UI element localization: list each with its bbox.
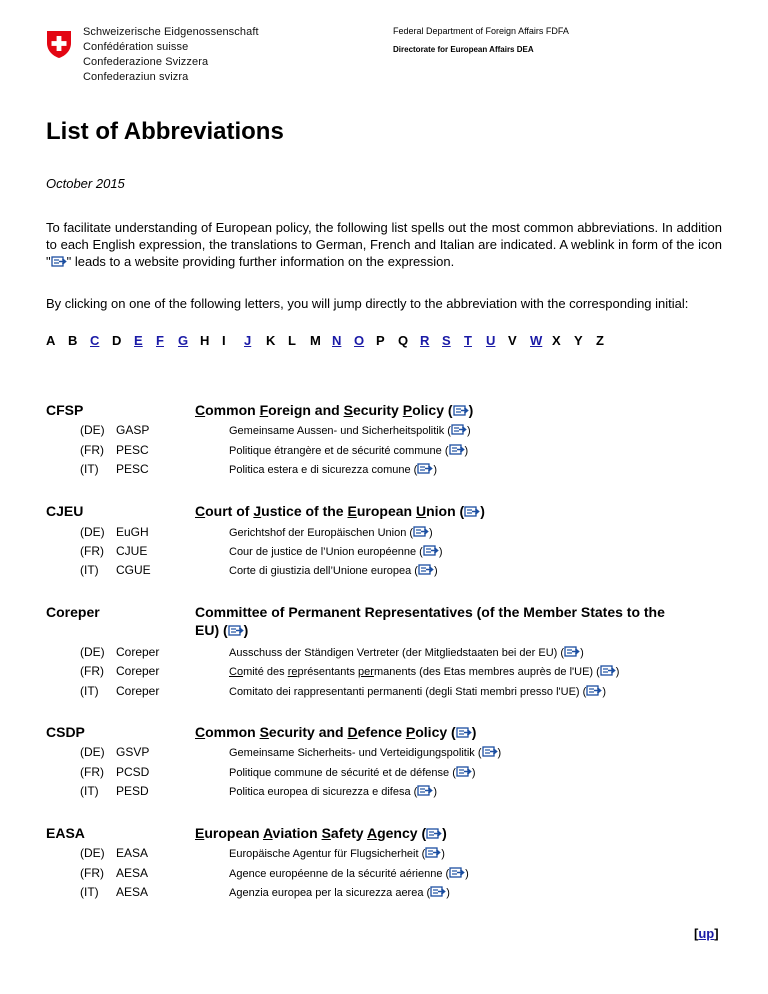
lang-label: (FR)	[80, 866, 104, 880]
intro-paragraph	[46, 219, 722, 270]
letter-a: A	[46, 333, 56, 348]
expansion-text: efence	[357, 724, 406, 740]
letters-instruction: By clicking on one of the following letters, you will jump directly to the abbreviation with the corresponding initial:	[46, 296, 689, 311]
external-link-icon[interactable]	[600, 664, 616, 677]
close-paren: )	[433, 786, 437, 798]
letter-p: P	[376, 333, 385, 348]
letter-d: D	[112, 333, 122, 348]
abbreviation-csdp: CSDP	[46, 724, 85, 740]
close-paren: )	[602, 686, 606, 698]
initial-letter: E	[347, 503, 357, 519]
close-paren: )	[442, 825, 447, 841]
letter-b: B	[68, 333, 78, 348]
translation-text: Ausschuss der Ständigen Vertreter (der Mitgliedstaaten bei der EU) (	[229, 647, 565, 659]
abbreviation-easa: EASA	[46, 825, 85, 841]
letter-link-e[interactable]: E	[134, 333, 143, 348]
external-link-icon[interactable]	[228, 624, 244, 637]
external-link-icon[interactable]	[418, 563, 434, 576]
expansion-coreper[interactable]	[195, 603, 735, 639]
external-link-icon[interactable]	[482, 745, 498, 758]
letter-link-t[interactable]: T	[464, 333, 472, 348]
letter-i: I	[222, 333, 226, 348]
intro-text-part2: " leads to a website providing further information on the expression.	[66, 254, 455, 269]
initial-letter: S	[321, 825, 331, 841]
external-link-icon[interactable]	[417, 784, 433, 797]
letter-link-g[interactable]: G	[178, 333, 189, 348]
lang-label: (FR)	[80, 443, 104, 457]
translation-abbr: GSVP	[116, 745, 150, 759]
initial-letters: re	[287, 666, 298, 678]
letter-link-u[interactable]: U	[486, 333, 496, 348]
abbreviation-cfsp: CFSP	[46, 402, 84, 418]
translation-it[interactable]	[229, 462, 437, 476]
translation-de[interactable]	[229, 745, 501, 759]
lang-label: (FR)	[80, 765, 104, 779]
gov-name-it: Confederazione Svizzera	[83, 56, 209, 68]
swiss-coat-of-arms-logo	[44, 29, 74, 59]
initial-letter: C	[195, 402, 206, 418]
translation-fr[interactable]	[229, 866, 469, 880]
close-paren: )	[243, 622, 249, 638]
translation-abbr: Coreper	[116, 645, 160, 659]
letter-item	[90, 333, 112, 348]
translation-code-de	[80, 645, 159, 659]
close-paren: )	[468, 402, 474, 418]
gov-name-rm: Confederaziun svizra	[83, 71, 189, 83]
translation-fr[interactable]	[229, 765, 476, 779]
translation-code-it	[80, 563, 151, 577]
translation-text: Agenzia europea per la sicurezza aerea (	[229, 887, 431, 899]
external-link-icon[interactable]	[564, 645, 580, 658]
expansion-text: ecurity	[352, 402, 403, 418]
directorate-name: Directorate for European Affairs DEA	[393, 45, 534, 54]
translation-code-de	[80, 423, 149, 437]
translation-text: Cour de justice de l’Union européenne (	[229, 546, 423, 558]
translation-abbr: CGUE	[116, 563, 151, 577]
lang-label: (DE)	[80, 645, 105, 659]
translation-fr[interactable]	[229, 544, 443, 558]
letter-z: Z	[596, 333, 604, 348]
translation-code-fr	[80, 443, 149, 457]
translation-text: Politica europea di sicurezza e difesa (	[229, 786, 418, 798]
external-link-icon[interactable]	[453, 404, 469, 417]
external-link-icon[interactable]	[430, 885, 446, 898]
close-paren: )	[471, 767, 476, 779]
letter-item	[486, 333, 508, 348]
gov-name-fr: Confédération suisse	[83, 41, 189, 53]
external-link-icon	[51, 255, 67, 268]
initial-letter: D	[347, 724, 358, 740]
lang-label: (DE)	[80, 525, 105, 539]
close-paren: )	[580, 647, 584, 659]
department-name: Federal Department of Foreign Affairs FDFA	[393, 26, 569, 36]
close-paren: )	[464, 445, 469, 457]
expansion-easa[interactable]	[195, 824, 735, 842]
translation-it[interactable]	[229, 563, 438, 577]
translation-text: Politique commune de sécurité et de défense (	[229, 767, 456, 779]
lang-label: (FR)	[80, 664, 104, 678]
translation-text: Gerichtshof der Europäischen Union (	[229, 527, 414, 539]
expansion-text: ustice of the	[261, 503, 348, 519]
translation-code-de	[80, 846, 148, 860]
translation-abbr: CJUE	[116, 544, 148, 558]
external-link-icon[interactable]	[464, 505, 480, 518]
close-paren: )	[497, 747, 502, 759]
translation-de[interactable]	[229, 525, 433, 539]
initial-letter: A	[366, 825, 378, 841]
external-link-icon[interactable]	[449, 866, 465, 879]
letter-y: Y	[574, 333, 583, 348]
lang-label: (DE)	[80, 846, 105, 860]
up-link[interactable]: up	[698, 926, 715, 941]
expansion-line2: EU) (	[195, 622, 228, 638]
initial-letters: per	[358, 666, 374, 678]
expansion-text: olicy (	[415, 724, 456, 740]
lang-label: (FR)	[80, 544, 104, 558]
translation-abbr: EuGH	[116, 525, 149, 539]
translation-abbr: Coreper	[116, 664, 160, 678]
letter-item	[530, 333, 552, 348]
expansion-text: oreign and	[268, 402, 344, 418]
letter-item	[178, 333, 200, 348]
initial-letter: C	[195, 724, 206, 740]
expansion-text: uropean	[204, 825, 263, 841]
lang-label: (IT)	[80, 462, 99, 476]
letter-link-c[interactable]: C	[90, 333, 100, 348]
letter-v: V	[508, 333, 517, 348]
lang-label: (DE)	[80, 423, 105, 437]
initial-letter: S	[343, 402, 353, 418]
external-link-icon[interactable]	[413, 525, 429, 538]
expansion-csdp[interactable]	[195, 723, 735, 741]
external-link-icon[interactable]	[417, 462, 433, 475]
close-paren: )	[615, 666, 620, 678]
translation-code-it	[80, 462, 149, 476]
lang-label: (DE)	[80, 745, 105, 759]
expansion-text: gency (	[377, 825, 427, 841]
lang-label: (IT)	[80, 885, 99, 899]
expansion-text: nion (	[426, 503, 465, 519]
letter-item	[464, 333, 486, 348]
translation-it[interactable]	[229, 784, 437, 798]
external-link-icon[interactable]	[449, 443, 465, 456]
translation-de[interactable]	[229, 846, 445, 860]
initial-letter: E	[195, 825, 205, 841]
translation-code-fr	[80, 544, 147, 558]
letter-link-j[interactable]: J	[244, 333, 252, 348]
intro-text-part1: To facilitate understanding of European policy, the following list spells out the most common abbreviations. In addition to each English expression, the translations to German, French and Italian are indicated. A weblink in form of the icon "	[46, 220, 722, 269]
letter-link-o[interactable]: O	[354, 333, 365, 348]
translation-text: manents (des Etas membres auprès de l'UE) (	[373, 666, 600, 678]
expansion-text: ourt of	[205, 503, 254, 519]
abbreviation-coreper: Coreper	[46, 604, 100, 620]
initial-letter: U	[415, 503, 427, 519]
translation-abbr: PESC	[116, 462, 149, 476]
back-to-top	[694, 926, 719, 941]
translation-abbr: PESC	[116, 443, 149, 457]
letter-link-f[interactable]: F	[156, 333, 164, 348]
lang-label: (IT)	[80, 563, 99, 577]
expansion-text: olicy (	[412, 402, 453, 418]
translation-code-de	[80, 525, 149, 539]
government-names	[83, 25, 259, 85]
expansion-text: ommon	[205, 724, 260, 740]
external-link-icon[interactable]	[451, 423, 467, 436]
translation-it[interactable]	[229, 885, 450, 899]
translation-code-fr	[80, 866, 148, 880]
translation-code-it	[80, 784, 149, 798]
close-paren: )	[441, 848, 445, 860]
letter-link-w[interactable]: W	[530, 333, 543, 348]
lang-label: (IT)	[80, 784, 99, 798]
translation-text: Politique étrangère et de sécurité commune (	[229, 445, 449, 457]
external-link-icon[interactable]	[586, 684, 602, 697]
letter-item	[354, 333, 376, 348]
close-paren: )	[433, 464, 437, 476]
letter-item	[134, 333, 156, 348]
translation-abbr: AESA	[116, 866, 149, 880]
initial-letter: J	[253, 503, 262, 519]
letter-k: K	[266, 333, 276, 348]
close-paren: )	[471, 724, 477, 740]
letter-link-r[interactable]: R	[420, 333, 430, 348]
translation-text: mité des	[243, 666, 288, 678]
translation-abbr: GASP	[116, 423, 150, 437]
lang-label: (IT)	[80, 684, 99, 698]
letter-x: X	[552, 333, 561, 348]
external-link-icon[interactable]	[426, 827, 442, 840]
close-paren: )	[466, 425, 471, 437]
initial-letter: F	[259, 402, 269, 418]
translation-text: Europäische Agentur für Flugsicherheit (	[229, 848, 426, 860]
close-paren: )	[429, 527, 433, 539]
initial-letter: C	[195, 503, 206, 519]
translation-text: Gemeinsame Sicherheits- und Verteidigungspolitik (	[229, 747, 482, 759]
expansion-text: uropean	[356, 503, 416, 519]
close-paren: )	[465, 868, 469, 880]
letter-m: M	[310, 333, 321, 348]
letter-link-s[interactable]: S	[442, 333, 451, 348]
letter-q: Q	[398, 333, 409, 348]
external-link-icon[interactable]	[425, 846, 441, 859]
document-date: October 2015	[46, 176, 125, 191]
page-title: List of Abbreviations	[46, 118, 284, 145]
translation-de[interactable]	[229, 645, 584, 659]
letter-link-n[interactable]: N	[332, 333, 342, 348]
expansion-cjeu[interactable]	[195, 502, 735, 520]
translation-fr[interactable]	[229, 664, 619, 678]
gov-name-de: Schweizerische Eidgenossenschaft	[83, 26, 259, 38]
letter-l: L	[288, 333, 296, 348]
initial-letters: Co	[229, 666, 244, 678]
initial-letter: P	[405, 724, 416, 740]
external-link-icon[interactable]	[456, 765, 472, 778]
translation-code-fr	[80, 765, 149, 779]
translation-abbr: EASA	[116, 846, 149, 860]
letter-item	[420, 333, 442, 348]
translation-abbr: PCSD	[116, 765, 150, 779]
translation-text: Corte di giustizia dell’Unione europea (	[229, 565, 418, 577]
external-link-icon[interactable]	[456, 726, 472, 739]
close-paren: )	[433, 565, 438, 577]
translation-abbr: PESD	[116, 784, 149, 798]
translation-text: Politica estera e di sicurezza comune (	[229, 464, 418, 476]
expansion-text: afety	[330, 825, 367, 841]
translation-code-fr	[80, 664, 159, 678]
translation-text: présentants	[297, 666, 359, 678]
letter-item	[332, 333, 354, 348]
translation-fr[interactable]	[229, 443, 468, 457]
initial-letter: A	[262, 825, 273, 841]
translation-code-de	[80, 745, 149, 759]
alphabet-index	[46, 333, 618, 348]
translation-de[interactable]	[229, 423, 471, 437]
translation-abbr: AESA	[116, 885, 149, 899]
letter-item	[244, 333, 266, 348]
expansion-line1: Committee of Permanent Representatives (of the Member States to the	[195, 604, 665, 620]
translation-text: Comitato dei rappresentanti permanenti (degli Stati membri presso l'UE) (	[229, 686, 587, 698]
translation-code-it	[80, 684, 159, 698]
expansion-text: viation	[272, 825, 322, 841]
abbreviation-cjeu: CJEU	[46, 503, 84, 519]
letter-item	[442, 333, 464, 348]
translation-text: Agence européenne de la sécurité aérienne (	[229, 868, 450, 880]
letter-h: H	[200, 333, 210, 348]
up-bracket-close: ]	[714, 926, 719, 941]
translation-code-it	[80, 885, 148, 899]
translation-text: Gemeinsame Aussen- und Sicherheitspolitik (	[229, 425, 451, 437]
up-bracket-open: [	[694, 926, 699, 941]
initial-letter: S	[259, 724, 269, 740]
letter-item	[156, 333, 178, 348]
external-link-icon[interactable]	[423, 544, 439, 557]
translation-it[interactable]	[229, 684, 606, 698]
expansion-text: ommon	[205, 402, 260, 418]
expansion-text: ecurity and	[268, 724, 348, 740]
expansion-cfsp[interactable]	[195, 401, 735, 419]
translation-abbr: Coreper	[116, 684, 160, 698]
close-paren: )	[480, 503, 485, 519]
initial-letter: P	[402, 402, 413, 418]
close-paren: )	[446, 887, 450, 899]
close-paren: )	[438, 546, 443, 558]
